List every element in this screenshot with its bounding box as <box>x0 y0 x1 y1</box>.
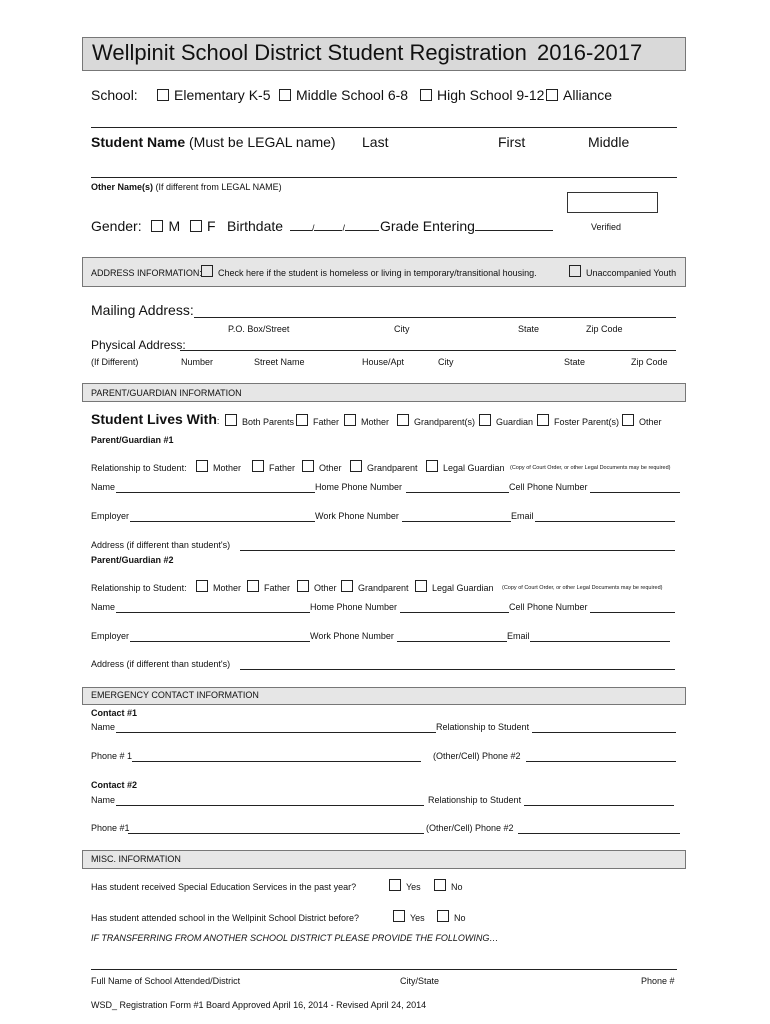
physical-col-street: Street Name <box>254 357 305 367</box>
g1-rel-other <box>302 460 342 473</box>
checkbox-middle[interactable] <box>279 89 291 101</box>
g1-name-label: Name <box>91 482 116 492</box>
g1-rel-legal-text: Legal Guardian <box>443 463 505 473</box>
mailing-col-city: City <box>394 324 410 334</box>
g2-rel-note: (Copy of Court Order, or other Legal Documents may be required) <box>502 585 663 591</box>
g1-cell-input[interactable] <box>590 492 680 493</box>
g1-rel-grandparent-text: Grandparent <box>367 463 418 473</box>
c2-other-input[interactable] <box>518 833 680 834</box>
checkbox-g1-legal[interactable] <box>426 460 438 472</box>
lives-both-text: Both Parents <box>242 417 295 427</box>
mailing-col-state: State <box>518 324 540 334</box>
transfer-note: IF TRANSFERRING FROM ANOTHER SCHOOL DISTRICT PLEASE PROVIDE THE FOLLOWING… <box>91 933 499 943</box>
checkbox-alliance[interactable] <box>546 89 558 101</box>
g2-work-input[interactable] <box>397 641 507 642</box>
physical-col-number: Number <box>181 357 214 367</box>
lives-guardian <box>479 414 533 427</box>
physical-col-state: State <box>564 357 586 367</box>
birthdate-sep-2: / <box>342 223 345 233</box>
g1-employer-label: Employer <box>91 511 130 521</box>
school-option-elementary: Elementary K-5 <box>174 87 271 103</box>
school-option-alliance: Alliance <box>563 87 613 103</box>
lives-grandparent <box>397 414 475 427</box>
g2-rel-father-text: Father <box>264 583 291 593</box>
guardian2-title: Parent/Guardian #2 <box>91 555 174 565</box>
grade-input[interactable] <box>475 220 553 231</box>
g2-employer-input[interactable] <box>130 641 310 642</box>
c1-other-input[interactable] <box>526 761 676 762</box>
birthdate-day[interactable] <box>311 220 342 233</box>
guardian2-rel-label: Relationship to Student: <box>91 583 187 593</box>
emergency-section-label: EMERGENCY CONTACT INFORMATION <box>91 690 259 700</box>
lives-father <box>296 414 339 427</box>
other-names-title: Other Name(s) <box>91 182 154 192</box>
g1-rel-other-text: Other <box>319 463 342 473</box>
gender-row <box>91 218 216 234</box>
q-sped-no-text: No <box>451 882 463 892</box>
lives-guardian-text: Guardian <box>496 417 534 427</box>
lives-with-label: Student Lives With <box>91 411 217 427</box>
transfer-col-school: Full Name of School Attended/District <box>91 976 241 986</box>
g2-home-label: Home Phone Number <box>310 602 398 612</box>
g1-cell-label: Cell Phone Number <box>509 482 588 492</box>
g1-name-input[interactable] <box>116 492 315 493</box>
checkbox-g2-mother[interactable] <box>196 580 208 592</box>
q-sped-yes <box>389 879 421 892</box>
checkbox-lives-foster[interactable] <box>537 414 549 426</box>
g2-rel-grandparent <box>341 580 409 593</box>
guardian1-title: Parent/Guardian #1 <box>91 435 174 445</box>
checkbox-lives-father[interactable] <box>296 414 308 426</box>
student-name-label <box>91 134 336 150</box>
checkbox-g1-father[interactable] <box>252 460 264 472</box>
physical-col-city: City <box>438 357 454 367</box>
g2-address-input[interactable] <box>240 669 675 670</box>
checkbox-elementary[interactable] <box>157 89 169 101</box>
lives-foster-text: Foster Parent(s) <box>554 417 620 427</box>
checkbox-lives-both[interactable] <box>225 414 237 426</box>
g2-name-input[interactable] <box>116 612 310 613</box>
checkbox-g1-mother[interactable] <box>196 460 208 472</box>
g2-rel-other <box>297 580 337 593</box>
q-attended-no-text: No <box>454 913 466 923</box>
physical-label: Physical Address: <box>91 338 186 352</box>
g2-cell-input[interactable] <box>590 612 675 613</box>
mailing-col-street: P.O. Box/Street <box>228 324 290 334</box>
c2-other-label: (Other/Cell) Phone #2 <box>426 823 514 833</box>
g2-rel-father <box>247 580 290 593</box>
g1-rel-mother <box>196 460 241 473</box>
checkbox-sped-no[interactable] <box>434 879 446 891</box>
mailing-input[interactable] <box>194 317 676 318</box>
q-attended-yes-text: Yes <box>410 913 425 923</box>
g2-rel-legal-text: Legal Guardian <box>432 583 494 593</box>
checkbox-sped-yes[interactable] <box>389 879 401 891</box>
checkbox-g2-other[interactable] <box>297 580 309 592</box>
col-middle: Middle <box>588 134 630 150</box>
physical-input[interactable] <box>180 350 676 351</box>
g2-cell-label: Cell Phone Number <box>509 602 588 612</box>
g2-rel-other-text: Other <box>314 583 337 593</box>
unaccompanied-text: Unaccompanied Youth <box>586 268 677 278</box>
parent-section-label: PARENT/GUARDIAN INFORMATION <box>91 388 242 398</box>
g2-rel-mother-text: Mother <box>213 583 242 593</box>
c2-rel-input[interactable] <box>524 805 674 806</box>
col-first: First <box>498 134 526 150</box>
g2-name-label: Name <box>91 602 116 612</box>
gender-m: M <box>168 218 181 234</box>
g1-address-label: Address (if different than student's) <box>91 540 231 550</box>
checkbox-lives-mother[interactable] <box>344 414 356 426</box>
school-label: School: <box>91 87 138 103</box>
homeless-row <box>201 265 537 278</box>
q-sped-no <box>434 879 463 892</box>
g2-employer-label: Employer <box>91 631 130 641</box>
birthdate-month[interactable] <box>290 220 312 231</box>
g1-work-input[interactable] <box>402 521 511 522</box>
c2-name-label: Name <box>91 795 116 805</box>
c1-other-label: (Other/Cell) Phone #2 <box>433 751 521 761</box>
g1-rel-grandparent <box>350 460 418 473</box>
c2-phone-label: Phone #1 <box>91 823 130 833</box>
lives-foster <box>537 414 619 427</box>
checkbox-lives-grandparent[interactable] <box>397 414 409 426</box>
g1-rel-legal <box>426 460 505 473</box>
g1-rel-note: (Copy of Court Order, or other Legal Documents may be required) <box>510 465 671 471</box>
checkbox-attended-no[interactable] <box>437 910 449 922</box>
col-last: Last <box>362 134 389 150</box>
c1-rel-input[interactable] <box>532 732 676 733</box>
transfer-col-phone: Phone # <box>641 976 675 986</box>
g1-address-input[interactable] <box>240 550 675 551</box>
g1-email-input[interactable] <box>535 521 675 522</box>
address-info-label: ADDRESS INFORMATION: <box>91 268 202 278</box>
g2-email-input[interactable] <box>530 641 670 642</box>
g2-rel-mother <box>196 580 241 593</box>
student-name-title: Student Name <box>91 134 186 150</box>
lives-other-text: Other <box>639 417 662 427</box>
c1-phone-label: Phone # 1 <box>91 751 133 761</box>
c2-rel-label: Relationship to Student <box>428 795 522 805</box>
unaccompanied-row <box>569 265 676 278</box>
grade-label: Grade Entering <box>380 218 475 234</box>
lives-other <box>622 414 662 427</box>
student-name-note: (Must be LEGAL name) <box>189 134 336 150</box>
g1-rel-father <box>252 460 295 473</box>
g1-rel-mother-text: Mother <box>213 463 242 473</box>
q-attended-yes <box>393 910 425 923</box>
birthdate-year[interactable] <box>345 220 379 231</box>
c1-name-input[interactable] <box>116 732 436 733</box>
gender-f: F <box>207 218 216 234</box>
g2-work-label: Work Phone Number <box>310 631 394 641</box>
contact2-title: Contact #2 <box>91 780 138 790</box>
grade-row <box>380 218 553 234</box>
g1-home-input[interactable] <box>406 492 509 493</box>
checkbox-g2-father[interactable] <box>247 580 259 592</box>
checkbox-g2-legal[interactable] <box>415 580 427 592</box>
g1-work-label: Work Phone Number <box>315 511 399 521</box>
title-year: 2016-2017 <box>537 40 643 65</box>
transfer-line[interactable] <box>91 969 677 970</box>
q-attended-no <box>437 910 466 923</box>
verified-label: Verified <box>591 222 622 232</box>
school-option-middle: Middle School 6-8 <box>296 87 409 103</box>
physical-col-ifdiff: (If Different) <box>91 357 139 367</box>
checkbox-high[interactable] <box>420 89 432 101</box>
lives-with-row <box>91 411 219 427</box>
other-names-label <box>91 182 282 192</box>
verified-box[interactable] <box>567 192 658 213</box>
lives-both <box>225 414 294 427</box>
q-sped-yes-text: Yes <box>406 882 421 892</box>
g2-home-input[interactable] <box>400 612 509 613</box>
lives-grandparent-text: Grandparent(s) <box>414 417 476 427</box>
transfer-col-city: City/State <box>400 976 440 986</box>
title-text: Wellpinit School District Student Registration <box>92 40 527 65</box>
physical-col-house: House/Apt <box>362 357 405 367</box>
guardian1-rel-label: Relationship to Student: <box>91 463 187 473</box>
checkbox-attended-yes[interactable] <box>393 910 405 922</box>
g1-employer-input[interactable] <box>130 521 315 522</box>
c1-phone-input[interactable] <box>132 761 421 762</box>
lives-mother <box>344 414 389 427</box>
checkbox-male[interactable] <box>151 220 163 232</box>
other-names-note: (If different from LEGAL NAME) <box>155 182 282 192</box>
birthdate-label: Birthdate <box>227 218 284 234</box>
school-row <box>91 87 613 103</box>
checkbox-lives-other[interactable] <box>622 414 634 426</box>
checkbox-homeless[interactable] <box>201 265 213 277</box>
g2-address-label: Address (if different than student's) <box>91 659 231 669</box>
footer-text: WSD_ Registration Form #1 Board Approved April 16, 2014 - Revised April 24, 2014 <box>91 1000 427 1010</box>
lives-father-text: Father <box>313 417 340 427</box>
g2-rel-legal <box>415 580 494 593</box>
mailing-col-zip: Zip Code <box>586 324 623 334</box>
physical-col-zip: Zip Code <box>631 357 668 367</box>
c1-name-label: Name <box>91 722 116 732</box>
student-name-line[interactable] <box>91 127 677 128</box>
checkbox-g1-other[interactable] <box>302 460 314 472</box>
checkbox-female[interactable] <box>190 220 202 232</box>
g2-rel-grandparent-text: Grandparent <box>358 583 409 593</box>
birthdate-row <box>227 218 379 234</box>
c1-rel-label: Relationship to Student <box>436 722 530 732</box>
gender-label: Gender: <box>91 218 142 234</box>
checkbox-g1-grandparent[interactable] <box>350 460 362 472</box>
q-sped-text: Has student received Special Education Services in the past year? <box>91 882 357 892</box>
lives-with-colon: : <box>216 416 220 426</box>
mailing-label: Mailing Address: <box>91 302 194 318</box>
g2-email-label: Email <box>507 631 530 641</box>
g1-home-label: Home Phone Number <box>315 482 403 492</box>
misc-section-label: MISC. INFORMATION <box>91 854 181 864</box>
checkbox-g2-grandparent[interactable] <box>341 580 353 592</box>
school-option-high: High School 9-12 <box>437 87 545 103</box>
contact1-title: Contact #1 <box>91 708 138 718</box>
lives-mother-text: Mother <box>361 417 390 427</box>
q-attended-text: Has student attended school in the Wellpinit School District before? <box>91 913 359 923</box>
checkbox-lives-guardian[interactable] <box>479 414 491 426</box>
g1-rel-father-text: Father <box>269 463 296 473</box>
other-names-line[interactable] <box>91 177 677 178</box>
g1-email-label: Email <box>511 511 534 521</box>
c2-name-input[interactable] <box>116 805 424 806</box>
page-title <box>92 40 642 66</box>
homeless-text: Check here if the student is homeless or living in temporary/transitional housing. <box>218 268 537 278</box>
c2-phone-input[interactable] <box>128 833 424 834</box>
birthdate-sep-1: / <box>311 223 315 233</box>
checkbox-unaccompanied[interactable] <box>569 265 581 277</box>
